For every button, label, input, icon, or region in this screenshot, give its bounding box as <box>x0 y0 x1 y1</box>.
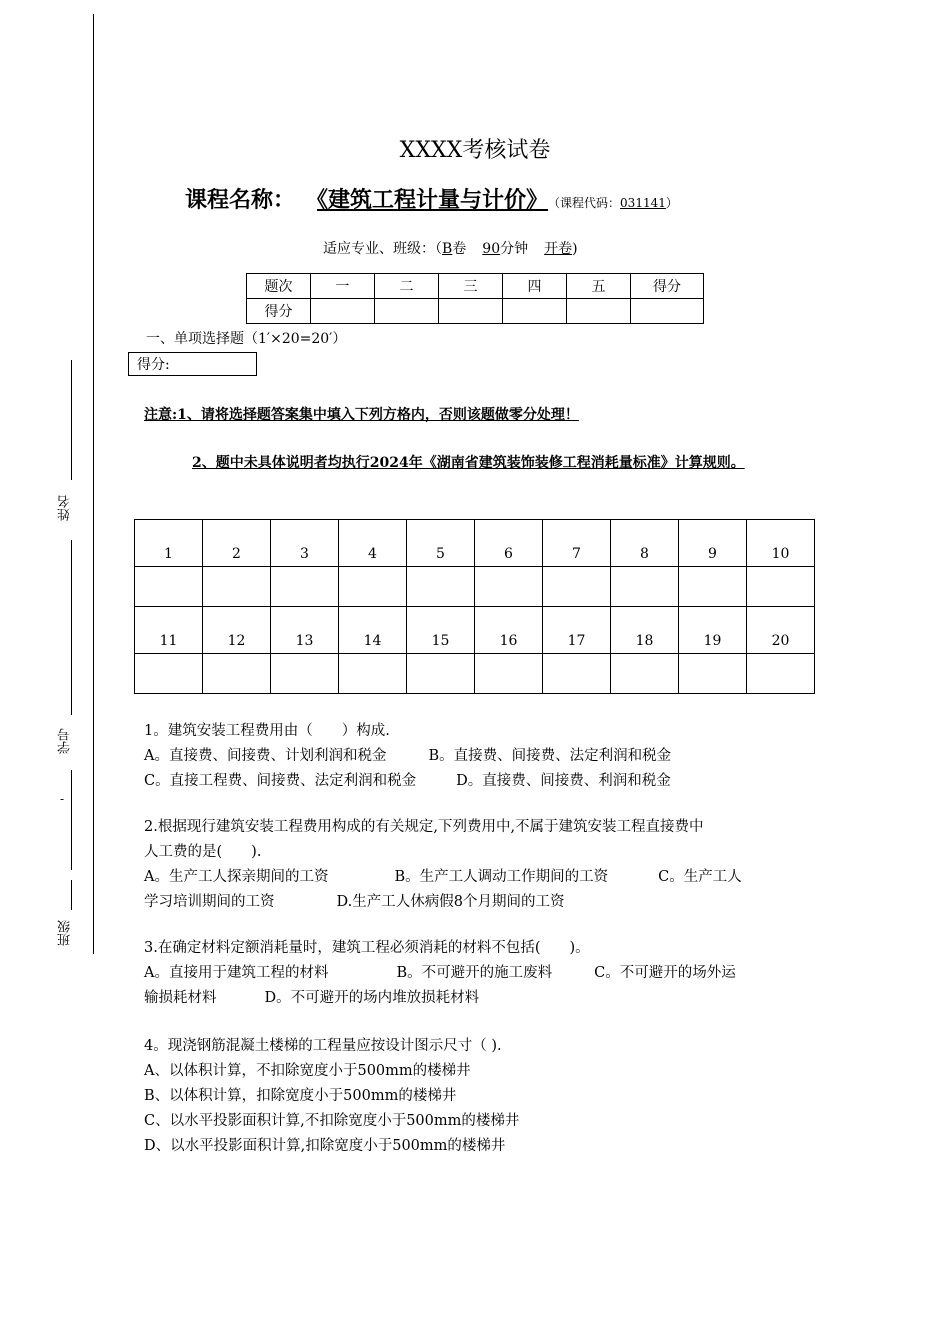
section-score-box[interactable]: 得分: <box>128 352 257 376</box>
score-input-cell[interactable] <box>567 299 631 324</box>
answer-cell[interactable] <box>271 654 339 694</box>
answer-number: 5 <box>407 520 475 567</box>
option-a: A。直接用于建筑工程的材料 <box>144 965 329 981</box>
note-1: 注意:1、请将选择题答案集中填入下列方格内，否则该题做零分处理！ <box>144 407 579 423</box>
answer-number: 7 <box>543 520 611 567</box>
option-d: D。直接费、间接费、利润和税金 <box>456 773 671 789</box>
answer-number: 8 <box>611 520 679 567</box>
name-underline <box>71 360 72 480</box>
answer-cell[interactable] <box>747 654 815 694</box>
answer-number: 9 <box>679 520 747 567</box>
answer-number: 17 <box>543 607 611 654</box>
answer-cell[interactable] <box>407 567 475 607</box>
answer-cell[interactable] <box>203 654 271 694</box>
answer-cell[interactable] <box>271 567 339 607</box>
option-b: B。不可避开的施工废料 <box>396 965 553 981</box>
course-line <box>185 183 678 214</box>
answer-cell[interactable] <box>339 567 407 607</box>
answer-cell[interactable] <box>611 567 679 607</box>
answer-cell[interactable] <box>747 567 815 607</box>
answer-number: 2 <box>203 520 271 567</box>
question-4 <box>144 1034 814 1159</box>
question-3 <box>144 936 814 1011</box>
score-table-cell: 题次 <box>247 274 311 299</box>
option-a: A、以体积计算，不扣除宽度小于500mm的楼梯井 <box>144 1063 471 1079</box>
exam-title: XXXX考核试卷 <box>399 138 551 163</box>
side-dash: - <box>60 792 65 806</box>
score-input-cell[interactable] <box>439 299 503 324</box>
score-table-cell: 三 <box>439 274 503 299</box>
question-stem: 3.在确定材料定额消耗量时，建筑工程必须消耗的材料不包括( )。 <box>144 940 590 956</box>
option-b: B。生产工人调动工作期间的工资 <box>394 869 609 885</box>
answer-number: 3 <box>271 520 339 567</box>
answer-number: 13 <box>271 607 339 654</box>
option-c-cont: 输损耗材料 <box>144 990 217 1006</box>
answer-cell[interactable] <box>611 654 679 694</box>
score-input-cell[interactable] <box>631 299 704 324</box>
score-input-cell[interactable] <box>503 299 567 324</box>
student-id-label: 学号 <box>58 728 73 754</box>
answer-cell[interactable] <box>543 654 611 694</box>
option-c: C。直接工程费、间接费、法定利润和税金 <box>144 773 417 789</box>
score-table-cell: 得分 <box>247 299 311 324</box>
question-2 <box>144 815 814 915</box>
answer-number: 14 <box>339 607 407 654</box>
exam-mode: 开卷 <box>544 241 573 257</box>
answer-cell[interactable] <box>407 654 475 694</box>
score-table-cell: 二 <box>375 274 439 299</box>
answer-number: 20 <box>747 607 815 654</box>
answer-cell[interactable] <box>203 567 271 607</box>
answer-number: 11 <box>135 607 203 654</box>
class-underline <box>71 880 72 910</box>
question-stem: 4。现浇钢筋混凝土楼梯的工程量应按设计图示尺寸（ ). <box>144 1038 502 1054</box>
score-table-cell: 一 <box>311 274 375 299</box>
option-d: D.生产工人休病假8个月期间的工资 <box>336 894 565 910</box>
answer-number: 12 <box>203 607 271 654</box>
question-stem: 1。建筑安装工程费用由（ ）构成. <box>144 723 390 739</box>
score-table-cell: 五 <box>567 274 631 299</box>
question-1 <box>144 719 814 794</box>
answer-number: 10 <box>747 520 815 567</box>
answer-cell[interactable] <box>475 567 543 607</box>
course-name: 《建筑工程计量与计价》 <box>317 187 549 213</box>
question-stem-cont: 人工费的是( ). <box>144 844 262 860</box>
class-label: 班级 <box>58 920 73 946</box>
option-c-cont: 学习培训期间的工资 <box>144 894 275 910</box>
option-c: C。生产工人 <box>658 869 742 885</box>
score-table <box>246 273 704 324</box>
answer-number: 1 <box>135 520 203 567</box>
id-underline-bottom <box>71 770 72 870</box>
answer-cell[interactable] <box>679 567 747 607</box>
exam-duration: 90 <box>482 241 501 257</box>
answer-grid <box>134 519 815 694</box>
answer-number: 18 <box>611 607 679 654</box>
option-a: A。生产工人探亲期间的工资 <box>144 869 329 885</box>
option-d: D、以水平投影面积计算,扣除宽度小于500mm的楼梯井 <box>144 1138 506 1154</box>
score-table-cell: 四 <box>503 274 567 299</box>
course-code: （课程代码：031141） <box>554 196 678 210</box>
option-d: D。不可避开的场内堆放损耗材料 <box>264 990 480 1006</box>
option-a: A。直接费、间接费、计划利润和税金 <box>144 748 387 764</box>
option-b: B、以体积计算，扣除宽度小于500mm的楼梯井 <box>144 1088 457 1104</box>
paper-version: B <box>442 241 453 257</box>
answer-cell[interactable] <box>339 654 407 694</box>
answer-number: 16 <box>475 607 543 654</box>
answer-number: 4 <box>339 520 407 567</box>
answer-number: 15 <box>407 607 475 654</box>
major-line: 适应专业、班级：（B卷 90分钟 开卷) <box>323 241 578 257</box>
score-input-cell[interactable] <box>311 299 375 324</box>
note-2: 2、题中未具体说明者均执行2024年《湖南省建筑装饰装修工程消耗量标准》计算规则。 <box>192 455 745 471</box>
answer-cell[interactable] <box>475 654 543 694</box>
question-stem: 2.根据现行建筑安装工程费用构成的有关规定,下列费用中,不属于建筑安装工程直接费中 <box>144 819 704 835</box>
answer-cell[interactable] <box>543 567 611 607</box>
answer-cell[interactable] <box>679 654 747 694</box>
section-title: 一、单项选择题（1′×20=20′） <box>146 331 347 347</box>
option-c: C、以水平投影面积计算,不扣除宽度小于500mm的楼梯井 <box>144 1113 520 1129</box>
answer-number: 19 <box>679 607 747 654</box>
answer-cell[interactable] <box>135 567 203 607</box>
score-table-cell: 得分 <box>631 274 704 299</box>
score-input-cell[interactable] <box>375 299 439 324</box>
option-c: C。不可避开的场外运 <box>594 965 736 981</box>
answer-cell[interactable] <box>135 654 203 694</box>
name-label: 姓名 <box>58 495 73 521</box>
id-underline-top <box>71 540 72 715</box>
course-label: 课程名称： <box>185 187 296 213</box>
answer-number: 6 <box>475 520 543 567</box>
option-b: B。直接费、间接费、法定利润和税金 <box>428 748 672 764</box>
